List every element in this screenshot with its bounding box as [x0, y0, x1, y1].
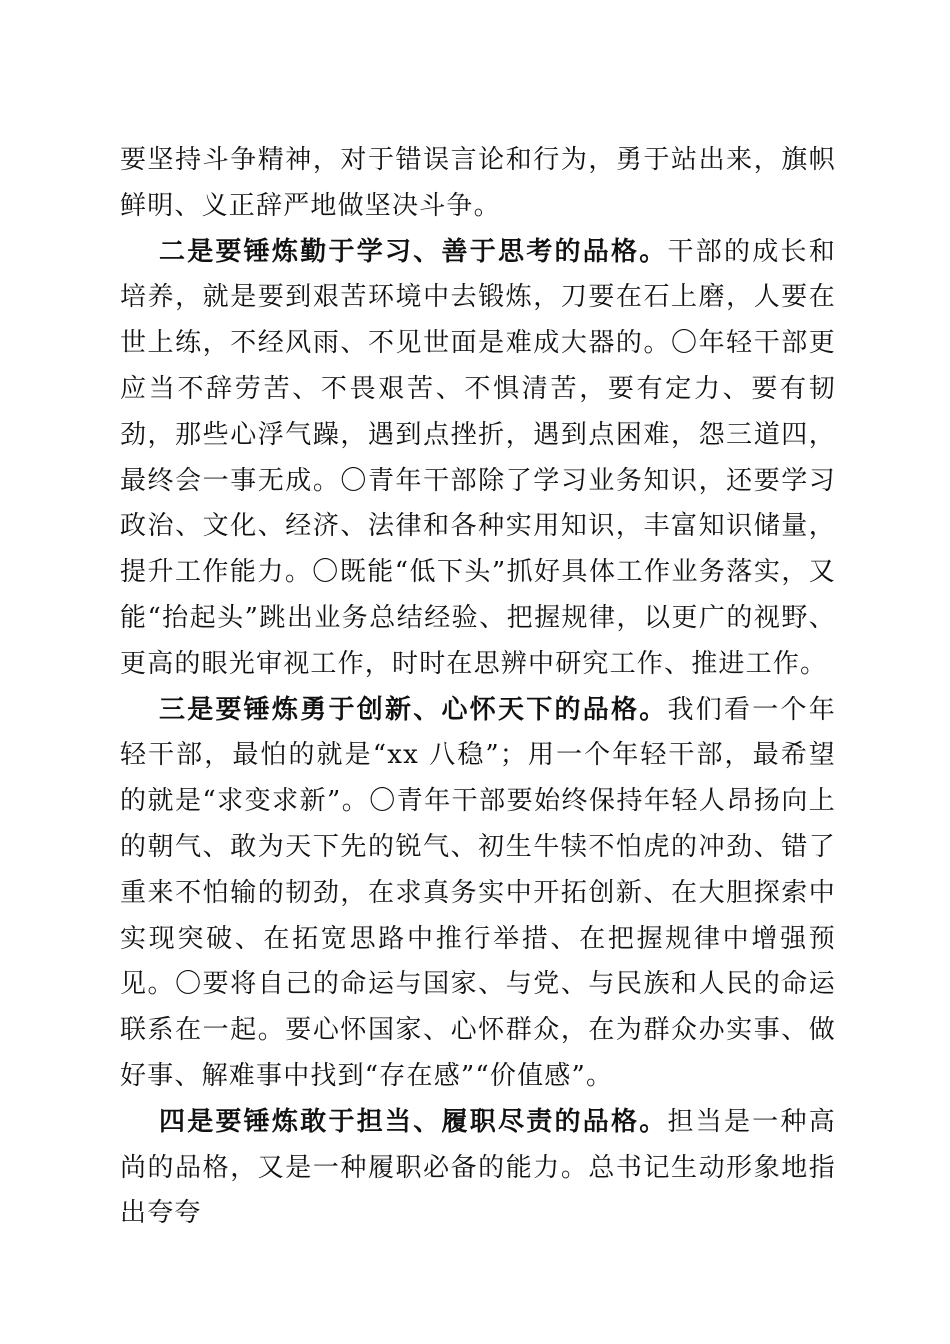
paragraph-4-text: 担当是一种高尚的品格，又是一种履职必备的能力。总书记生动形象地指出夸夸 — [120, 1106, 836, 1229]
paragraph-4-lead: 四是要锤炼敢于担当、履职尽责的品格。 — [159, 1106, 668, 1137]
paragraph-1 — [120, 138, 836, 230]
paragraph-2-text: 干部的成长和培养，就是要到艰苦环境中去锻炼，刀要在石上磨，人要在世上练，不经风雨、不见世面是难成大器的。〇年轻干部更应当不辞劳苦、不畏艰苦、不惧清苦，要有定力、要有韧劲，那些心浮气躁，遇到点挫折，遇到点困难，怨三道四，最终会一事无成。〇青年干部除了学习业务知识，还要学习政治、文化、经济、法律和各种实用知识，丰富知识储量，提升工作能力。〇既能“低下头”抓好具体工作业务落实，又能“抬起头”跳出业务总结经验、把握规律，以更广的视野、更高的眼光审视工作，时时在思辨中研究工作、推进工作。 — [120, 236, 836, 679]
paragraph-2 — [120, 230, 836, 688]
paragraph-1-text: 要坚持斗争精神，对于错误言论和行为，勇于站出来，旗帜鲜明、义正辞严地做坚决斗争。 — [120, 145, 836, 221]
paragraph-3 — [120, 688, 836, 1100]
paragraph-4 — [120, 1100, 836, 1237]
paragraph-3-lead: 三是要锤炼勇于创新、心怀天下的品格。 — [159, 694, 668, 725]
document-body — [120, 138, 836, 1237]
paragraph-2-lead: 二是要锤炼勤于学习、善于思考的品格。 — [159, 236, 668, 267]
paragraph-3-text: 我们看一个年轻干部，最怕的就是“xx 八稳”；用一个年轻干部，最希望的就是“求变求新”。〇青年干部要始终保持年轻人昂扬向上的朝气、敢为天下先的锐气、初生牛犊不怕虎的冲劲、错了重来不怕输的韧劲，在求真务实中开拓创新、在大胆探索中实现突破、在拓宽思路中推行举措、在把握规律中增强预见。〇要将自己的命运与国家、与党、与民族和人民的命运联系在一起。要心怀国家、心怀群众，在为群众办实事、做好事、解难事中找到“存在感”“价值感”。 — [120, 694, 836, 1091]
